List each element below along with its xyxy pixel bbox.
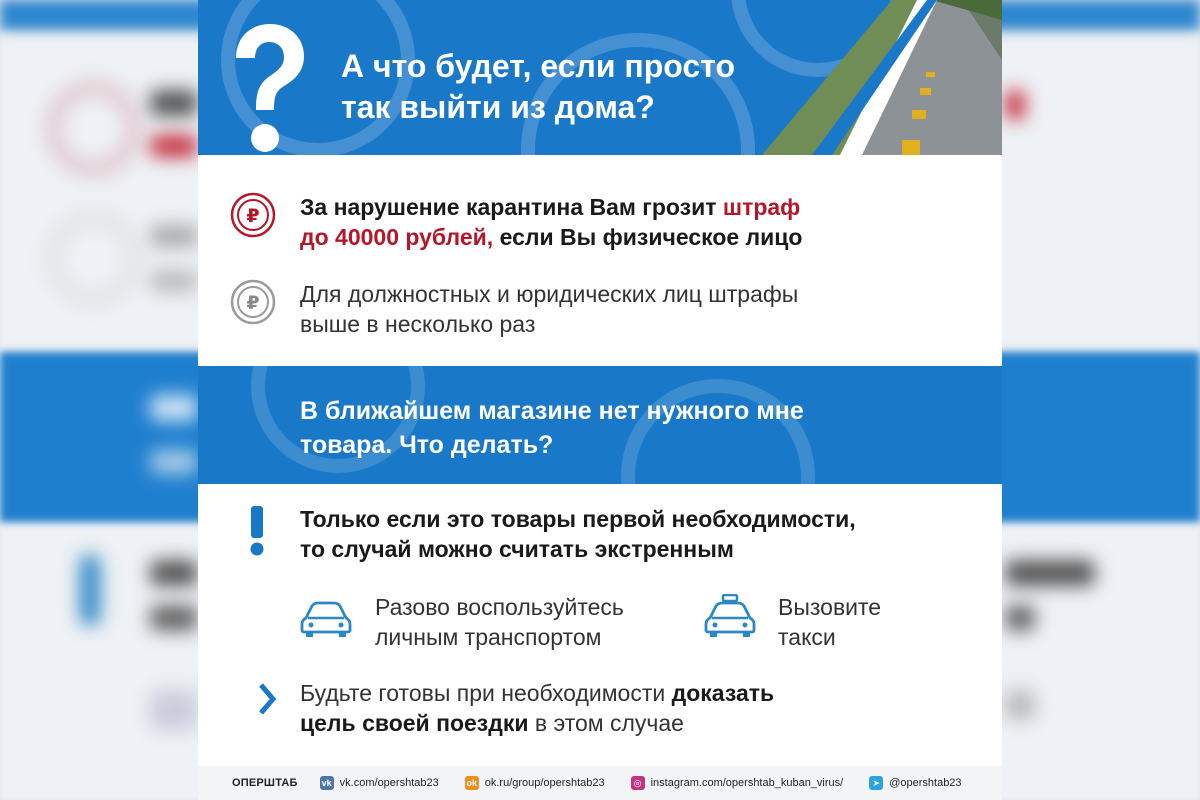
fine-legal-row (230, 279, 798, 339)
footer-link-telegram[interactable]: ➤ @opershtab23 (869, 776, 961, 790)
footer-link-ok[interactable]: ok ok.ru/group/opershtab23 (466, 777, 605, 789)
ok-icon: ok (466, 778, 477, 788)
fine-row (230, 192, 803, 252)
emergency-text: Только если это товары первой необходимости, то случай можно считать экстренным (300, 506, 856, 562)
taxi-icon (704, 594, 756, 638)
chevron-right-icon (258, 682, 276, 716)
footer-link-instagram[interactable]: ◎ instagram.com/opershtab_kuban_virus/ (631, 776, 844, 790)
svg-text:₽: ₽ (246, 205, 260, 227)
fine-highlight: штраф (722, 194, 801, 220)
footer-link-vk[interactable]: vk vk.com/opershtab23 (321, 777, 439, 789)
option-taxi: Вызовите такси (778, 594, 882, 650)
fine-amount: до 40000 рублей, (300, 224, 494, 250)
infographic-card (198, 0, 1002, 800)
svg-text:₽: ₽ (246, 292, 260, 314)
hero-title (341, 46, 811, 128)
vk-icon: vk (321, 778, 332, 788)
hero-banner (198, 0, 1002, 155)
hero-title-line2: так выйти из дома? (341, 89, 655, 125)
proof-text: Будьте готовы при необходимости доказать цель своей поездки в этом случае (300, 680, 775, 736)
ruble-coin-icon (230, 192, 276, 238)
car-icon (300, 598, 352, 638)
hero-title-line1: А что будет, если просто (341, 48, 735, 84)
road-photo (762, 0, 1002, 155)
exclamation-icon (246, 506, 268, 556)
option-personal-transport: Разово воспользуйтесь личным транспортом (375, 594, 624, 650)
ruble-coin-grey-icon (230, 279, 276, 325)
fine-text: За нарушение карантина Вам грозит штраф до 40000 рублей, если Вы физическое лицо (300, 194, 803, 250)
footer (198, 766, 1002, 800)
question-mark-icon (228, 20, 308, 155)
footer-brand: ОПЕРШТАБ (232, 777, 298, 789)
instagram-icon: ◎ (631, 776, 645, 790)
shop-question-banner (198, 366, 1002, 484)
shop-question-title: В ближайшем магазине нет нужного мне товара. Что делать? (300, 397, 804, 459)
telegram-icon: ➤ (869, 776, 883, 790)
fine-legal-text: Для должностных и юридических лиц штрафы выше в несколько раз (300, 281, 799, 337)
